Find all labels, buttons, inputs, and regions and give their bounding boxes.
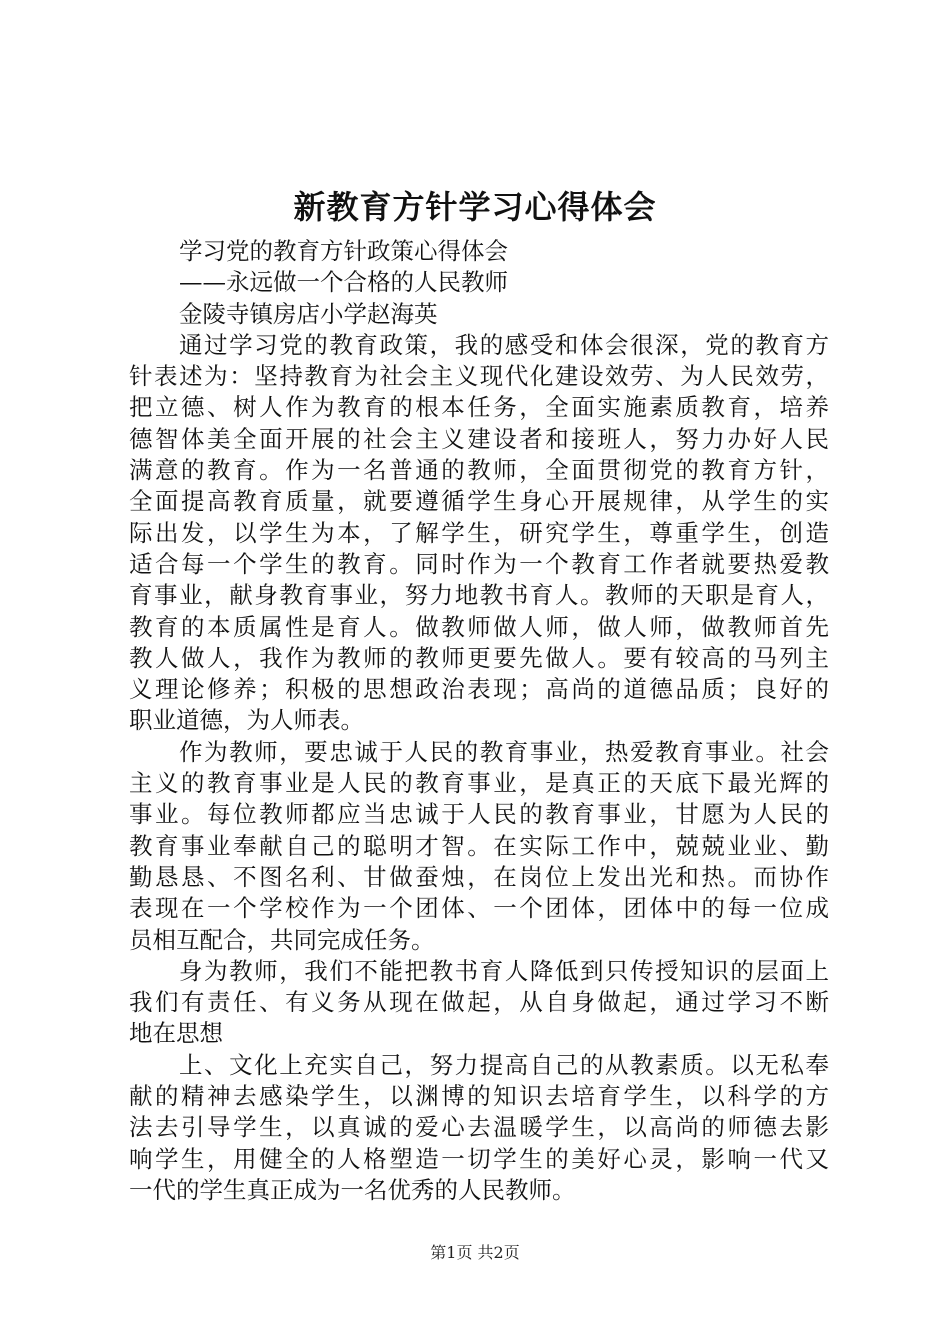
- body-line: 响学生，用健全的人格塑造一切学生的美好心灵，影响一代又: [129, 1144, 829, 1173]
- body-line: 表现在一个学校作为一个团体、一个团体，团体中的每一位成: [129, 894, 829, 923]
- body-line: 主义的教育事业是人民的教育事业，是真正的天底下最光辉的: [129, 769, 829, 798]
- body-line: 教人做人，我作为教师的教师更要先做人。要有较高的马列主: [129, 643, 829, 672]
- body-line: 教育的本质属性是育人。做教师做人师，做人师，做教师首先: [129, 612, 829, 641]
- body-line: 教育事业奉献自己的聪明才智。在实际工作中，兢兢业业、勤: [129, 831, 829, 860]
- body-line: 金陵寺镇房店小学赵海英: [179, 299, 438, 328]
- body-line: 事业。每位教师都应当忠诚于人民的教育事业，甘愿为人民的: [129, 800, 829, 829]
- body-line: 义理论修养；积极的思想政治表现；高尚的道德品质；良好的: [129, 675, 829, 704]
- body-line: 献的精神去感染学生，以渊博的知识去培育学生，以科学的方: [129, 1082, 829, 1111]
- body-line: 针表述为：坚持教育为社会主义现代化建设效劳、为人民效劳，: [129, 362, 829, 391]
- body-line: 全面提高教育质量，就要遵循学生身心开展规律，从学生的实: [129, 487, 829, 516]
- body-line: 满意的教育。作为一名普通的教师，全面贯彻党的教育方针，: [129, 456, 829, 485]
- body-line: 身为教师，我们不能把教书育人降低到只传授知识的层面上: [179, 956, 829, 985]
- body-line: 一代的学生真正成为一名优秀的人民教师。: [129, 1175, 576, 1204]
- body-line: 员相互配合，共同完成任务。: [129, 925, 435, 954]
- body-line: 把立德、树人作为教育的根本任务，全面实施素质教育，培养: [129, 393, 829, 422]
- body-line: 勤恳恳、不图名利、甘做蚕烛，在岗位上发出光和热。而协作: [129, 862, 829, 891]
- body-line: ——永远做一个合格的人民教师: [179, 268, 508, 297]
- body-line: 职业道德，为人师表。: [129, 706, 364, 735]
- document-body: [129, 236, 829, 1206]
- body-line: 德智体美全面开展的社会主义建设者和接班人，努力办好人民: [129, 424, 829, 453]
- body-line: 通过学习党的教育政策，我的感受和体会很深，党的教育方: [179, 330, 829, 359]
- body-line: 地在思想: [129, 1019, 223, 1048]
- document-title: 新教育方针学习心得体会: [293, 188, 657, 226]
- body-line: 作为教师，要忠诚于人民的教育事业，热爱教育事业。社会: [179, 737, 829, 766]
- page-footer: 第1页 共2页: [430, 1243, 520, 1262]
- body-line: 适合每一个学生的教育。同时作为一个教育工作者就要热爱教: [129, 549, 829, 578]
- body-line: 上、文化上充实自己，努力提高自己的从教素质。以无私奉: [179, 1050, 829, 1079]
- body-line: 际出发，以学生为本，了解学生，研究学生，尊重学生，创造: [129, 518, 829, 547]
- body-line: 法去引导学生，以真诚的爱心去温暖学生，以高尚的师德去影: [129, 1113, 829, 1142]
- body-line: 育事业，献身教育事业，努力地教书育人。教师的天职是育人，: [129, 581, 829, 610]
- body-line: 学习党的教育方针政策心得体会: [179, 237, 508, 265]
- body-line: 我们有责任、有义务从现在做起，从自身做起，通过学习不断: [129, 988, 829, 1017]
